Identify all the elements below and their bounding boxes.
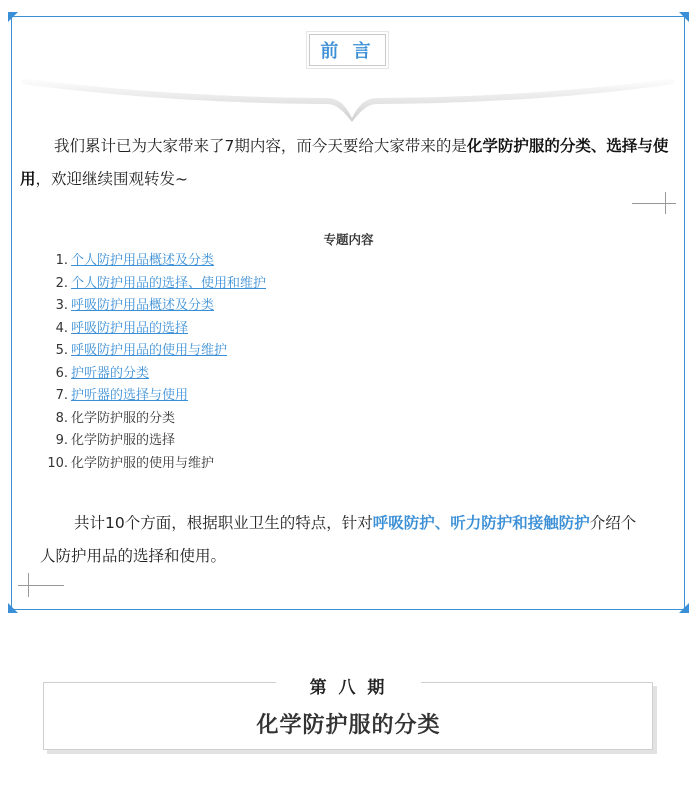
topic-number: 10.: [47, 455, 68, 471]
section-label: 第 八 期: [276, 678, 422, 698]
intro-heading-badge: [309, 34, 386, 66]
section-title: 化学防护服的分类: [256, 713, 441, 738]
intro-text-b: ，欢迎继续围观转发~: [35, 170, 189, 188]
topic-item[interactable]: [38, 363, 266, 386]
topic-number: 9.: [55, 433, 68, 448]
topic-item[interactable]: [38, 385, 266, 408]
corner-decoration: [8, 603, 18, 613]
topic-label: 化学防护服的分类: [71, 410, 176, 426]
corner-decoration: [8, 12, 18, 22]
topic-item[interactable]: [38, 295, 266, 318]
topic-number: 5.: [55, 343, 68, 358]
topic-link[interactable]: 个人防护用品的选择、使用和维护: [71, 275, 267, 291]
intro-heading: 前 言: [320, 41, 375, 62]
summary-text-a: 共计10个方面，根据职业卫生的特点，针对: [74, 514, 373, 532]
topic-label: 化学防护服的选择: [71, 433, 176, 448]
topic-number: 4.: [55, 320, 68, 336]
topic-number: 3.: [55, 298, 68, 313]
topic-link[interactable]: 护听器的分类: [71, 365, 150, 381]
topic-link[interactable]: 呼吸防护用品概述及分类: [71, 298, 215, 313]
topic-number: 6.: [55, 365, 68, 381]
topic-link[interactable]: 呼吸防护用品的选择: [71, 320, 189, 336]
summary-text-b: 介绍个人防护用品的选择和使用。: [40, 514, 637, 565]
topics-title: 专题内容: [323, 232, 374, 247]
intro-text-a: 我们累计已为大家带来了7期内容，而今天要给大家带来的是: [54, 137, 467, 155]
topic-link[interactable]: 呼吸防护用品的使用与维护: [71, 343, 228, 358]
topic-item[interactable]: [38, 318, 266, 341]
topic-item: [38, 408, 266, 431]
topic-item: [38, 453, 266, 476]
topic-item[interactable]: [38, 273, 266, 296]
topic-item[interactable]: [38, 340, 266, 363]
topic-item: [38, 430, 266, 453]
wave-divider: [22, 64, 674, 126]
topic-label: 化学防护服的使用与维护: [71, 455, 215, 471]
topic-number: 8.: [55, 410, 68, 426]
topic-number: 2.: [55, 275, 68, 291]
topic-link[interactable]: 个人防护用品概述及分类: [71, 253, 215, 268]
topic-link[interactable]: 护听器的选择与使用: [71, 388, 189, 403]
topic-item[interactable]: [38, 250, 266, 273]
topic-number: 1.: [55, 253, 68, 268]
topics-list: [38, 250, 266, 475]
summary-paragraph: [40, 507, 640, 573]
summary-highlight: 呼吸防护、听力防护和接触防护: [372, 514, 590, 532]
intro-paragraph: [20, 130, 680, 196]
corner-decoration: [679, 12, 689, 22]
intro-text-bold: 化学防护服的分类、选择与使用: [20, 137, 669, 188]
corner-decoration: [679, 603, 689, 613]
section-label-wrap: [0, 673, 697, 698]
topic-number: 7.: [55, 388, 68, 403]
